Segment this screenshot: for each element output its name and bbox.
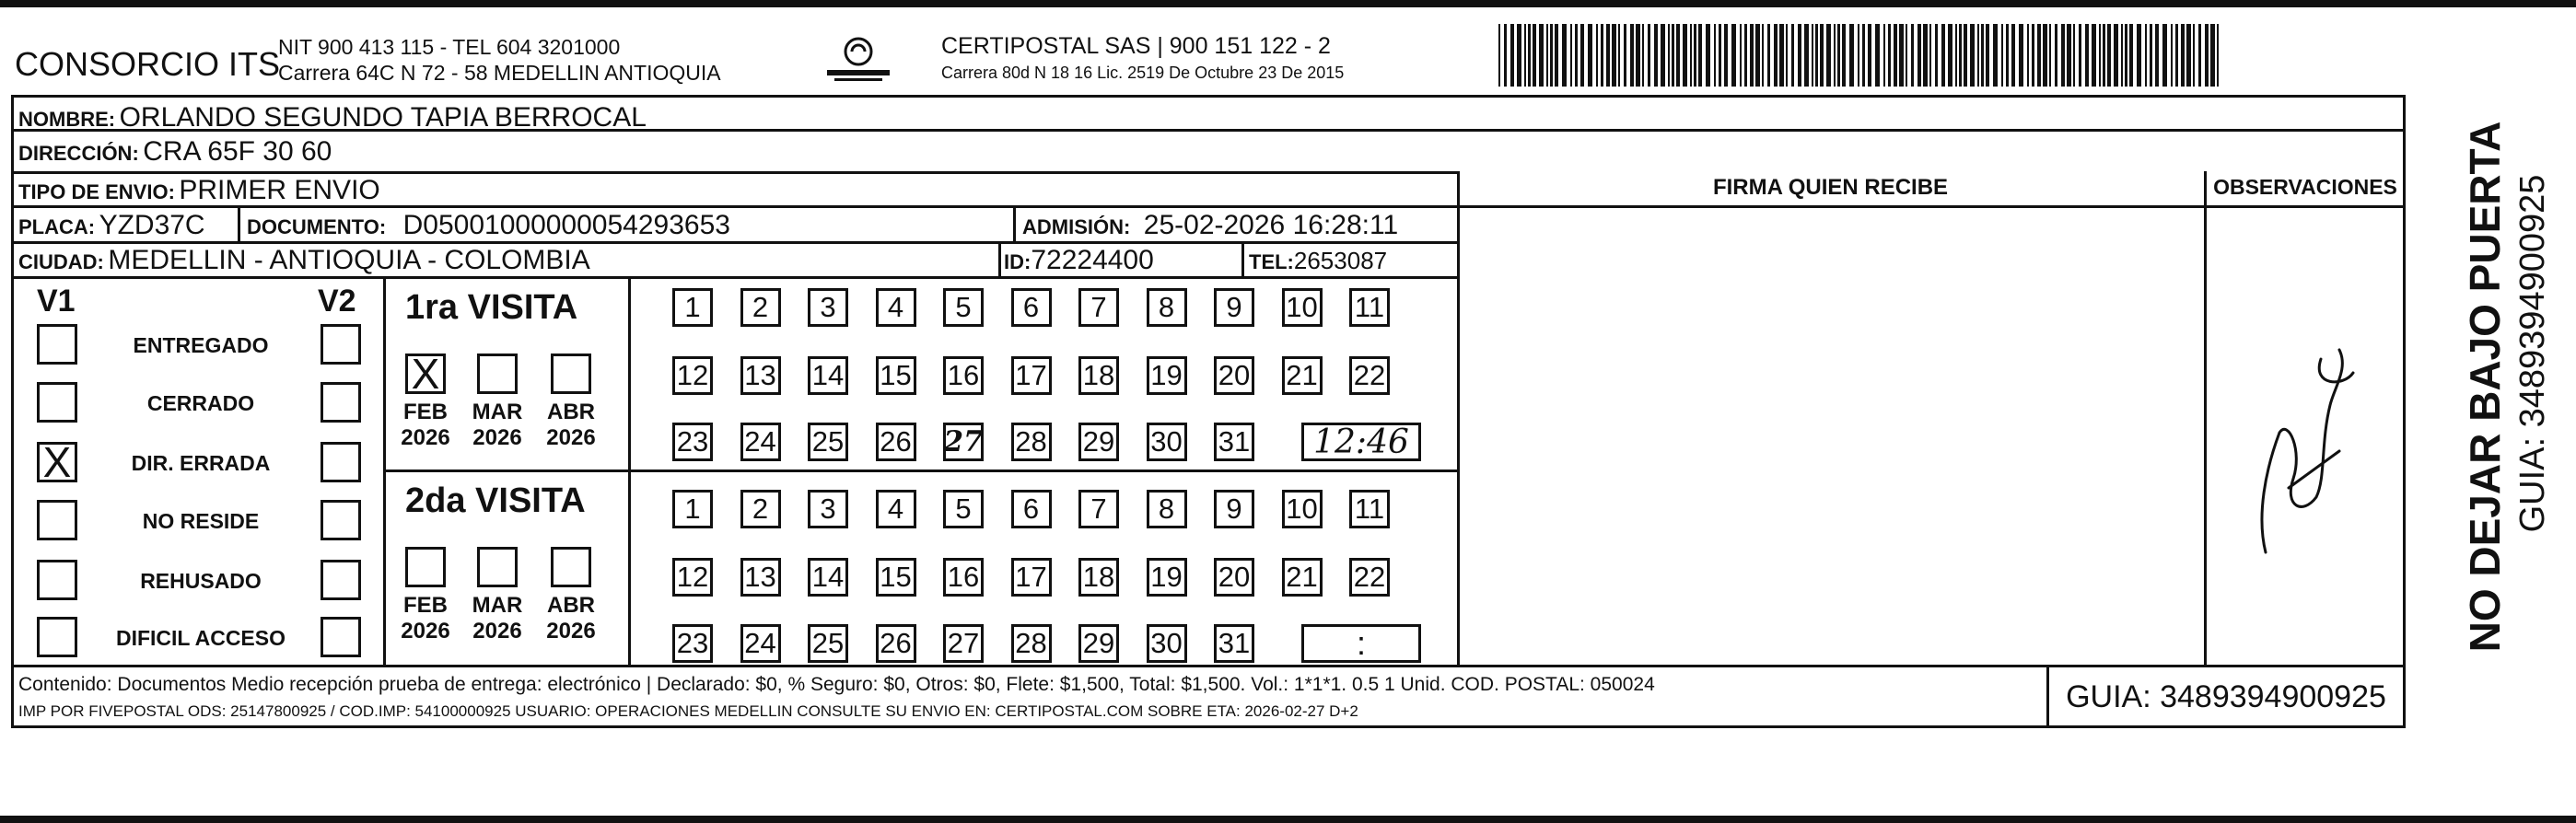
day-box-12[interactable]: 12: [672, 356, 713, 395]
day-box-23[interactable]: 23: [672, 624, 713, 663]
month-year: 2026: [546, 619, 596, 643]
day-box-28[interactable]: 28: [1011, 423, 1052, 461]
month-name: FEB: [403, 593, 448, 618]
day-box-17[interactable]: 17: [1011, 356, 1052, 395]
month-name: ABR: [547, 400, 595, 424]
status-v1-checkbox[interactable]: [37, 500, 77, 540]
month-name: MAR: [472, 400, 523, 424]
day-box-27[interactable]: 27: [943, 423, 984, 461]
tel-label: TEL:: [1249, 250, 1294, 273]
carrier-address: Carrera 80d N 18 16 Lic. 2519 De Octubre 23 De 2015: [941, 64, 1345, 82]
certipostal-logo: [822, 35, 895, 85]
day-box-19[interactable]: 19: [1147, 356, 1187, 395]
company-nit: NIT 900 413 115 - TEL 604 3201000: [278, 35, 621, 59]
status-label: REHUSADO: [140, 569, 262, 593]
day-box-18[interactable]: 18: [1078, 558, 1119, 597]
day-box-26[interactable]: 26: [876, 423, 916, 461]
month-checkbox[interactable]: [551, 547, 591, 587]
day-box-16[interactable]: 16: [943, 356, 984, 395]
direccion-value: CRA 65F 30 60: [143, 136, 332, 167]
day-box-20[interactable]: 20: [1214, 356, 1254, 395]
day-box-6[interactable]: 6: [1011, 490, 1052, 528]
day-box-11[interactable]: 11: [1349, 490, 1390, 528]
day-box-22[interactable]: 22: [1349, 356, 1390, 395]
status-v2-checkbox[interactable]: [321, 442, 361, 482]
day-box-16[interactable]: 16: [943, 558, 984, 597]
tel-value: 2653087: [1293, 247, 1388, 274]
status-v2-checkbox[interactable]: [321, 324, 361, 365]
day-box-4[interactable]: 4: [876, 490, 916, 528]
bottom-border: [0, 816, 2576, 823]
month-year: 2026: [546, 425, 596, 450]
time-box[interactable]: :: [1301, 624, 1421, 663]
day-box-1[interactable]: 1: [672, 288, 713, 327]
day-box-2[interactable]: 2: [740, 490, 781, 528]
day-box-3[interactable]: 3: [808, 288, 848, 327]
signature-mark: [2238, 331, 2367, 562]
placa-value: YZD37C: [99, 210, 205, 240]
day-box-10[interactable]: 10: [1282, 490, 1323, 528]
barcode: [1497, 24, 2224, 87]
month-checkbox[interactable]: X: [405, 354, 446, 394]
day-box-9[interactable]: 9: [1214, 288, 1254, 327]
day-box-15[interactable]: 15: [876, 558, 916, 597]
day-box-4[interactable]: 4: [876, 288, 916, 327]
time-box[interactable]: 12:46: [1301, 423, 1421, 461]
day-box-25[interactable]: 25: [808, 624, 848, 663]
visit1-title: 1ra VISITA: [405, 288, 578, 327]
direccion-label: DIRECCIÓN:: [18, 142, 139, 165]
day-box-6[interactable]: 6: [1011, 288, 1052, 327]
id-value: 72224400: [1031, 245, 1154, 275]
day-box-28[interactable]: 28: [1011, 624, 1052, 663]
day-box-24[interactable]: 24: [740, 624, 781, 663]
placa-label: PLACA:: [18, 215, 96, 238]
day-box-13[interactable]: 13: [740, 356, 781, 395]
status-v2-checkbox[interactable]: [321, 560, 361, 600]
month-name: ABR: [547, 593, 595, 618]
day-box-2[interactable]: 2: [740, 288, 781, 327]
day-box-24[interactable]: 24: [740, 423, 781, 461]
admision-value: 25-02-2026 16:28:11: [1143, 210, 1399, 240]
day-box-13[interactable]: 13: [740, 558, 781, 597]
ciudad-label: CIUDAD:: [18, 250, 104, 273]
day-box-11[interactable]: 11: [1349, 288, 1390, 327]
month-name: MAR: [472, 593, 523, 618]
day-box-21[interactable]: 21: [1282, 558, 1323, 597]
day-box-26[interactable]: 26: [876, 624, 916, 663]
day-box-31[interactable]: 31: [1214, 624, 1254, 663]
observaciones-header: OBSERVACIONES: [2213, 175, 2397, 199]
day-box-19[interactable]: 19: [1147, 558, 1187, 597]
v1-header: V1: [37, 284, 76, 319]
day-box-8[interactable]: 8: [1147, 288, 1187, 327]
day-box-30[interactable]: 30: [1147, 624, 1187, 663]
status-label: CERRADO: [146, 391, 255, 415]
day-box-7[interactable]: 7: [1078, 288, 1119, 327]
day-box-22[interactable]: 22: [1349, 558, 1390, 597]
status-label: ENTREGADO: [133, 333, 269, 357]
day-box-14[interactable]: 14: [808, 356, 848, 395]
ciudad-value: MEDELLIN - ANTIOQUIA - COLOMBIA: [108, 245, 590, 275]
nombre-label: NOMBRE:: [18, 108, 116, 131]
visit2-title: 2da VISITA: [405, 481, 586, 520]
v2-header: V2: [318, 284, 356, 319]
status-v1-checkbox[interactable]: [37, 382, 77, 423]
month-checkbox[interactable]: [477, 354, 518, 394]
tipo-envio-value: PRIMER ENVIO: [179, 175, 380, 205]
nombre-value: ORLANDO SEGUNDO TAPIA BERROCAL: [119, 102, 647, 133]
status-v2-checkbox[interactable]: [321, 382, 361, 423]
day-box-25[interactable]: 25: [808, 423, 848, 461]
day-box-31[interactable]: 31: [1214, 423, 1254, 461]
day-box-21[interactable]: 21: [1282, 356, 1323, 395]
month-checkbox[interactable]: [405, 547, 446, 587]
status-v2-checkbox[interactable]: [321, 500, 361, 540]
day-box-17[interactable]: 17: [1011, 558, 1052, 597]
month-checkbox[interactable]: [551, 354, 591, 394]
day-box-3[interactable]: 3: [808, 490, 848, 528]
status-v2-checkbox[interactable]: [321, 617, 361, 657]
tipo-envio-label: TIPO DE ENVIO:: [18, 180, 175, 203]
footer-content-line: Contenido: Documentos Medio recepción prueba de entrega: electrónico | Declarado: $0, % Seguro: $0, Otros: $0, Flete: $1,500, Total: $1,500. Vol.: 1*1*1. 0.5 1 Unid. COD. POSTAL: 050024: [18, 674, 1655, 695]
month-year: 2026: [401, 619, 450, 643]
day-box-1[interactable]: 1: [672, 490, 713, 528]
carrier-name: CERTIPOSTAL SAS | 900 151 122 - 2: [941, 33, 1331, 59]
month-year: 2026: [401, 425, 450, 450]
month-year: 2026: [472, 619, 522, 643]
day-box-30[interactable]: 30: [1147, 423, 1187, 461]
top-border: [0, 0, 2576, 7]
day-box-23[interactable]: 23: [672, 423, 713, 461]
footer-guia: GUIA: 3489394900925: [2066, 679, 2386, 714]
firma-header: FIRMA QUIEN RECIBE: [1712, 175, 1949, 200]
company-name: CONSORCIO ITS: [15, 45, 281, 83]
day-box-5[interactable]: 5: [943, 490, 984, 528]
day-box-29[interactable]: 29: [1078, 423, 1119, 461]
status-label: DIFICIL ACCESO: [115, 626, 286, 650]
side-guia: GUIA: 3489394900925: [2513, 174, 2552, 533]
month-checkbox[interactable]: [477, 547, 518, 587]
status-v1-checkbox[interactable]: [37, 617, 77, 657]
day-box-27[interactable]: 27: [943, 624, 984, 663]
status-v1-checkbox[interactable]: [37, 324, 77, 365]
day-box-5[interactable]: 5: [943, 288, 984, 327]
month-name: FEB: [403, 400, 448, 424]
status-v1-checkbox[interactable]: [37, 560, 77, 600]
day-box-29[interactable]: 29: [1078, 624, 1119, 663]
side-notice: NO DEJAR BAJO PUERTA: [2461, 121, 2509, 653]
day-box-10[interactable]: 10: [1282, 288, 1323, 327]
day-box-18[interactable]: 18: [1078, 356, 1119, 395]
company-address: Carrera 64C N 72 - 58 MEDELLIN ANTIOQUIA: [278, 61, 721, 85]
documento-label: DOCUMENTO:: [247, 215, 387, 238]
status-label: NO RESIDE: [142, 509, 260, 533]
day-box-20[interactable]: 20: [1214, 558, 1254, 597]
day-box-8[interactable]: 8: [1147, 490, 1187, 528]
day-box-14[interactable]: 14: [808, 558, 848, 597]
status-v1-checkbox[interactable]: X: [37, 442, 77, 482]
admision-label: ADMISIÓN:: [1022, 215, 1131, 238]
day-box-9[interactable]: 9: [1214, 490, 1254, 528]
day-box-15[interactable]: 15: [876, 356, 916, 395]
documento-value: D05001000000054293653: [402, 210, 730, 240]
day-box-12[interactable]: 12: [672, 558, 713, 597]
month-year: 2026: [472, 425, 522, 450]
status-label: DIR. ERRADA: [131, 451, 271, 475]
day-box-7[interactable]: 7: [1078, 490, 1119, 528]
id-label: ID:: [1004, 250, 1032, 273]
footer-print-line: IMP POR FIVEPOSTAL ODS: 25147800925 / COD.IMP: 54100000925 USUARIO: OPERACIONES MEDELLIN CONSULTE SU ENVIO EN: CERTIPOSTAL.COM SOBRE ETA: 2026-02-27 D+2: [18, 702, 1358, 720]
